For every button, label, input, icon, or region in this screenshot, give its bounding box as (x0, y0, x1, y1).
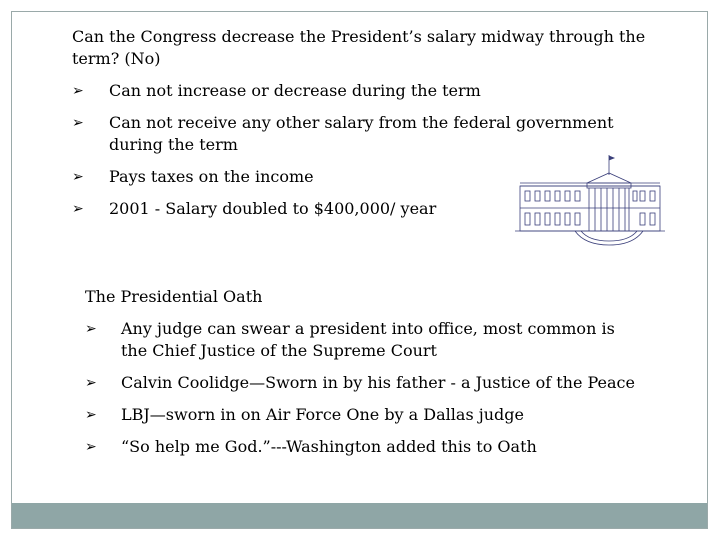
bullet-text: LBJ—sworn in on Air Force One by a Dallas judge (121, 405, 524, 424)
bullet-text: Any judge can swear a president into office, most common is the Chief Justice of the Supreme Court (121, 319, 615, 360)
bullet-text: Calvin Coolidge—Sworn in by his father - a Justice of the Peace (121, 373, 635, 392)
list-item (85, 404, 655, 426)
bullet-text: Can not increase or decrease during the term (109, 81, 481, 100)
oath-bullet-list (85, 318, 655, 458)
arrow-bullet-icon: ➢ (85, 439, 97, 455)
list-item (85, 436, 655, 458)
list-item (85, 318, 655, 362)
bullet-text: 2001 - Salary doubled to $400,000/ year (109, 199, 437, 218)
arrow-bullet-icon: ➢ (72, 169, 84, 185)
list-item (85, 372, 655, 394)
bullet-text: Can not receive any other salary from the federal government during the term (109, 113, 614, 154)
list-item (72, 80, 662, 102)
bullet-text: “So help me God.”---Washington added this to Oath (121, 437, 537, 456)
footer-bar (12, 503, 707, 528)
bullet-text: Pays taxes on the income (109, 167, 314, 186)
white-house-image (515, 153, 665, 248)
arrow-bullet-icon: ➢ (85, 375, 97, 391)
arrow-bullet-icon: ➢ (85, 407, 97, 423)
slide-question: Can the Congress decrease the President’s salary midway through the term? (No) (72, 27, 646, 68)
arrow-bullet-icon: ➢ (85, 321, 97, 337)
list-item (72, 112, 662, 156)
arrow-bullet-icon: ➢ (72, 83, 84, 99)
oath-heading: The Presidential Oath (85, 287, 263, 306)
arrow-bullet-icon: ➢ (72, 115, 84, 131)
arrow-bullet-icon: ➢ (72, 201, 84, 217)
